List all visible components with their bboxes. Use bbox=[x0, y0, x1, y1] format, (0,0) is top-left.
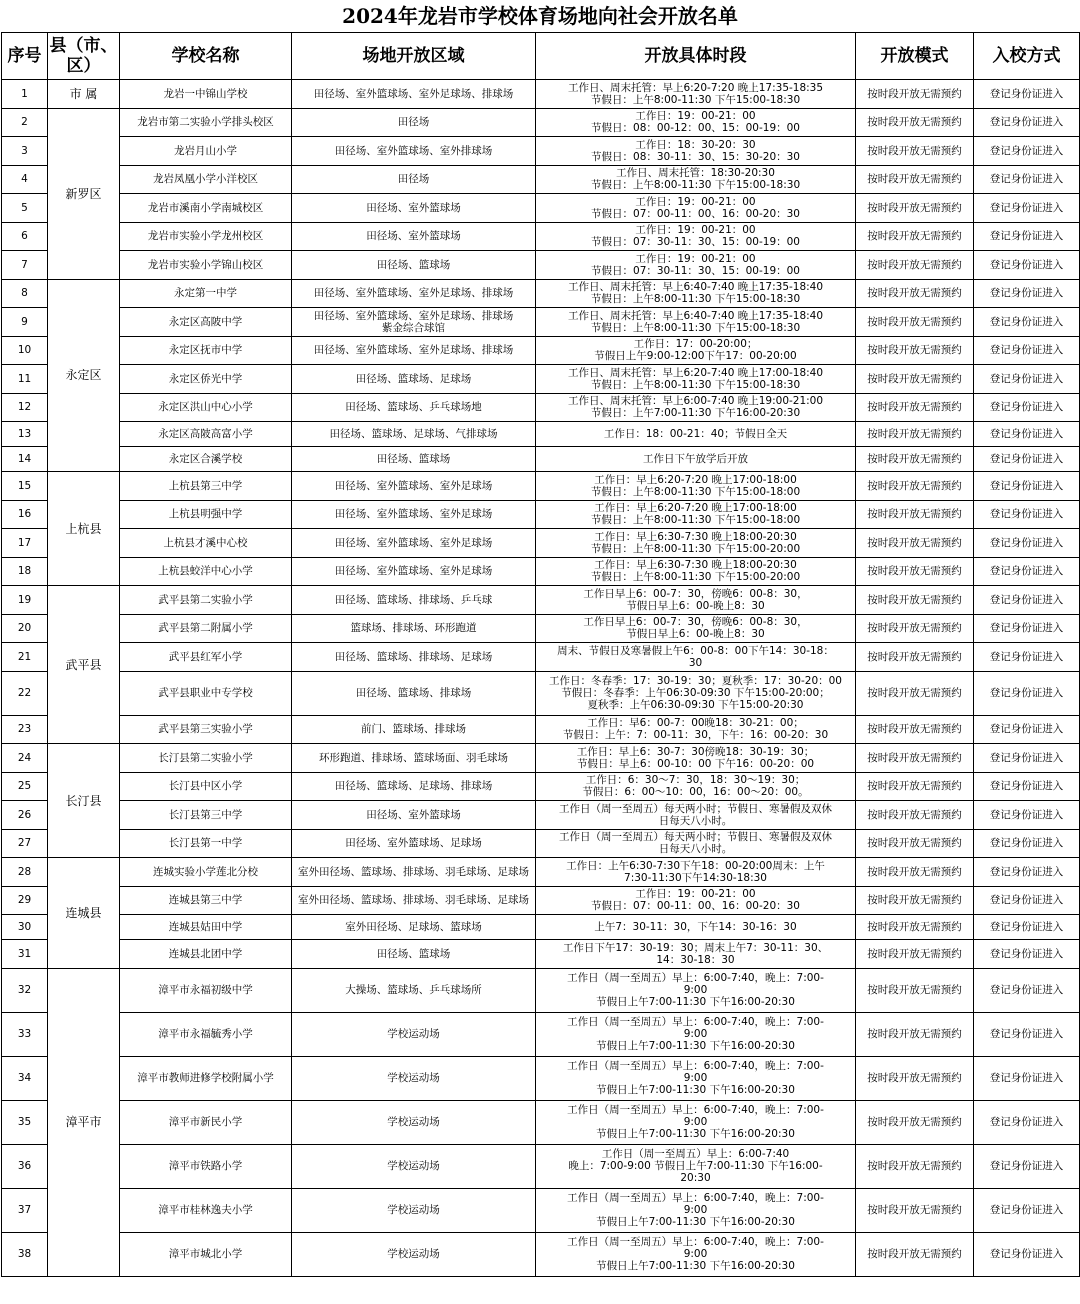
row-time: 工作日：早上6：30-7：30傍晚18：30-19：30； 节假日：早上6：00-10：00 下午16：00-20：00 bbox=[536, 744, 856, 773]
row-area: 田径场 bbox=[292, 165, 536, 194]
row-school: 连城县北团中学 bbox=[120, 940, 292, 969]
row-county: 市 属 bbox=[48, 80, 120, 109]
row-area: 田径场、室外篮球场 bbox=[292, 194, 536, 223]
row-seq: 20 bbox=[2, 614, 48, 643]
row-entry: 登记身份证进入 bbox=[974, 422, 1080, 447]
table-row bbox=[2, 108, 1080, 137]
row-area: 环形跑道、排球场、篮球场面、羽毛球场 bbox=[292, 744, 536, 773]
row-entry: 登记身份证进入 bbox=[974, 671, 1080, 715]
row-time: 工作日（周一至周五）早上：6:00-7:40，晚上：7:00- 9:00 节假日上午7:00-11:30 下午16:00-20:30 bbox=[536, 1232, 856, 1276]
row-area: 田径场、室外篮球场、室外足球场 bbox=[292, 472, 536, 501]
row-mode: 按时段开放无需预约 bbox=[856, 500, 974, 529]
row-mode: 按时段开放无需预约 bbox=[856, 422, 974, 447]
row-seq: 23 bbox=[2, 715, 48, 744]
row-entry: 登记身份证进入 bbox=[974, 557, 1080, 586]
row-entry: 登记身份证进入 bbox=[974, 744, 1080, 773]
table-row bbox=[2, 744, 1080, 773]
row-area: 室外田径场、篮球场、排球场、羽毛球场、足球场 bbox=[292, 886, 536, 915]
table-row bbox=[2, 529, 1080, 558]
row-time: 工作日：17：00-20:00； 节假日上午9:00-12:00下午17：00-20:00 bbox=[536, 336, 856, 365]
row-school: 上杭县才溪中心校 bbox=[120, 529, 292, 558]
table-row bbox=[2, 940, 1080, 969]
table-row bbox=[2, 251, 1080, 280]
table-row bbox=[2, 772, 1080, 801]
row-mode: 按时段开放无需预约 bbox=[856, 829, 974, 858]
row-time: 工作日：冬春季：17：30-19：30；夏秋季：17：30-20：00 节假日：冬春季：上午06:30-09:30 下午15:00-20:00； 夏秋季：上午06:30-09:30 下午15:00-20:30 bbox=[536, 671, 856, 715]
table-row bbox=[2, 557, 1080, 586]
row-mode: 按时段开放无需预约 bbox=[856, 586, 974, 615]
row-entry: 登记身份证进入 bbox=[974, 940, 1080, 969]
row-time: 工作日：上午6:30-7:30下午18：00-20:00周末：上午 7:30-11:30下午14:30-18:30 bbox=[536, 858, 856, 887]
row-school: 上杭县明强中学 bbox=[120, 500, 292, 529]
row-area: 田径场、篮球场、乒乓球场地 bbox=[292, 393, 536, 422]
row-school: 武平县第二实验小学 bbox=[120, 586, 292, 615]
row-area: 田径场、室外篮球场、室外排球场 bbox=[292, 137, 536, 166]
row-seq: 36 bbox=[2, 1144, 48, 1188]
row-time: 工作日：早上6:20-7:20 晚上17:00-18:00 节假日：上午8:00-11:30 下午15:00-18:00 bbox=[536, 500, 856, 529]
row-mode: 按时段开放无需预约 bbox=[856, 1188, 974, 1232]
row-school: 龙岩市溪南小学南城校区 bbox=[120, 194, 292, 223]
row-area: 田径场 bbox=[292, 108, 536, 137]
row-time: 工作日（周一至周五）每天两小时；节假日、寒暑假及双休 日每天八小时。 bbox=[536, 801, 856, 830]
row-mode: 按时段开放无需预约 bbox=[856, 915, 974, 940]
row-seq: 13 bbox=[2, 422, 48, 447]
row-area: 田径场、室外篮球场、室外足球场、排球场 bbox=[292, 80, 536, 109]
row-seq: 27 bbox=[2, 829, 48, 858]
row-mode: 按时段开放无需预约 bbox=[856, 447, 974, 472]
row-school: 龙岩市实验小学龙州校区 bbox=[120, 222, 292, 251]
row-mode: 按时段开放无需预约 bbox=[856, 557, 974, 586]
row-entry: 登记身份证进入 bbox=[974, 393, 1080, 422]
row-entry: 登记身份证进入 bbox=[974, 915, 1080, 940]
row-time: 工作日：6：30～7：30，18：30～19：30； 节假日：6：00～10：00，16：00～20：00。 bbox=[536, 772, 856, 801]
row-seq: 7 bbox=[2, 251, 48, 280]
row-entry: 登记身份证进入 bbox=[974, 1056, 1080, 1100]
row-entry: 登记身份证进入 bbox=[974, 472, 1080, 501]
row-seq: 12 bbox=[2, 393, 48, 422]
row-area: 田径场、篮球场 bbox=[292, 251, 536, 280]
row-area: 学校运动场 bbox=[292, 1100, 536, 1144]
row-school: 连城县第三中学 bbox=[120, 886, 292, 915]
row-seq: 35 bbox=[2, 1100, 48, 1144]
row-seq: 17 bbox=[2, 529, 48, 558]
row-entry: 登记身份证进入 bbox=[974, 1144, 1080, 1188]
row-school: 连城县姑田中学 bbox=[120, 915, 292, 940]
row-school: 武平县第三实验小学 bbox=[120, 715, 292, 744]
row-school: 漳平市桂林逸夫小学 bbox=[120, 1188, 292, 1232]
header-time: 开放具体时段 bbox=[536, 33, 856, 80]
row-entry: 登记身份证进入 bbox=[974, 336, 1080, 365]
row-seq: 31 bbox=[2, 940, 48, 969]
header-school: 学校名称 bbox=[120, 33, 292, 80]
row-time: 工作日早上6：00-7：30，傍晚6：00-8：30， 节假日早上6：00-晚上8：30 bbox=[536, 614, 856, 643]
row-seq: 6 bbox=[2, 222, 48, 251]
row-school: 武平县第二附属小学 bbox=[120, 614, 292, 643]
row-entry: 登记身份证进入 bbox=[974, 1232, 1080, 1276]
row-school: 永定第一中学 bbox=[120, 279, 292, 308]
row-area: 田径场、室外篮球场 bbox=[292, 222, 536, 251]
row-time: 工作日：早上6:30-7:30 晚上18:00-20:30 节假日：上午8:00-11:30 下午15:00-20:00 bbox=[536, 557, 856, 586]
row-time: 工作日（周一至周五）早上：6:00-7:40，晚上：7:00- 9:00 节假日上午7:00-11:30 下午16:00-20:30 bbox=[536, 1012, 856, 1056]
row-entry: 登记身份证进入 bbox=[974, 858, 1080, 887]
row-time: 工作日：18：30-20：30 节假日：08：30-11：30、15：30-20：30 bbox=[536, 137, 856, 166]
row-area: 学校运动场 bbox=[292, 1012, 536, 1056]
row-seq: 29 bbox=[2, 886, 48, 915]
row-area: 田径场、室外篮球场、室外足球场 bbox=[292, 557, 536, 586]
row-school: 龙岩一中锦山学校 bbox=[120, 80, 292, 109]
row-school: 武平县职业中专学校 bbox=[120, 671, 292, 715]
table-row bbox=[2, 80, 1080, 109]
row-seq: 37 bbox=[2, 1188, 48, 1232]
row-time: 工作日下午17：30-19：30；周末上午7：30-11：30、 14：30-18：30 bbox=[536, 940, 856, 969]
row-time: 工作日：19：00-21：00 节假日：08：00-12：00、15：00-19：00 bbox=[536, 108, 856, 137]
row-seq: 34 bbox=[2, 1056, 48, 1100]
row-seq: 21 bbox=[2, 643, 48, 672]
row-mode: 按时段开放无需预约 bbox=[856, 744, 974, 773]
row-area: 田径场、室外篮球场、室外足球场 bbox=[292, 529, 536, 558]
row-seq: 38 bbox=[2, 1232, 48, 1276]
row-mode: 按时段开放无需预约 bbox=[856, 472, 974, 501]
row-area: 前门、篮球场、排球场 bbox=[292, 715, 536, 744]
row-area: 田径场、篮球场、足球场、气排球场 bbox=[292, 422, 536, 447]
row-time: 工作日早上6：00-7：30，傍晚6：00-8：30， 节假日早上6：00-晚上8：30 bbox=[536, 586, 856, 615]
row-time: 工作日（周一至周五）早上：6:00-7:40 晚上：7:00-9:00 节假日上午7:00-11:30 下午16:00- 20:30 bbox=[536, 1144, 856, 1188]
row-area: 田径场、室外篮球场、室外足球场、排球场 紫金综合球馆 bbox=[292, 308, 536, 337]
row-school: 长汀县中区小学 bbox=[120, 772, 292, 801]
header-entry: 入校方式 bbox=[974, 33, 1080, 80]
row-mode: 按时段开放无需预约 bbox=[856, 801, 974, 830]
table-row bbox=[2, 422, 1080, 447]
row-area: 篮球场、排球场、环形跑道 bbox=[292, 614, 536, 643]
row-mode: 按时段开放无需预约 bbox=[856, 886, 974, 915]
row-mode: 按时段开放无需预约 bbox=[856, 968, 974, 1012]
row-county: 武平县 bbox=[48, 586, 120, 744]
row-mode: 按时段开放无需预约 bbox=[856, 308, 974, 337]
row-mode: 按时段开放无需预约 bbox=[856, 251, 974, 280]
table-row bbox=[2, 447, 1080, 472]
row-mode: 按时段开放无需预约 bbox=[856, 643, 974, 672]
header-county: 县（市、区） bbox=[48, 33, 120, 80]
row-time: 工作日：18：00-21：40；节假日全天 bbox=[536, 422, 856, 447]
row-seq: 4 bbox=[2, 165, 48, 194]
row-time: 工作日（周一至周五）早上：6:00-7:40，晚上：7:00- 9:00 节假日上午7:00-11:30 下午16:00-20:30 bbox=[536, 968, 856, 1012]
header-row bbox=[2, 33, 1080, 80]
row-seq: 28 bbox=[2, 858, 48, 887]
row-school: 漳平市教师进修学校附属小学 bbox=[120, 1056, 292, 1100]
row-area: 田径场、篮球场、足球场、排球场 bbox=[292, 772, 536, 801]
row-entry: 登记身份证进入 bbox=[974, 586, 1080, 615]
row-school: 长汀县第一中学 bbox=[120, 829, 292, 858]
row-mode: 按时段开放无需预约 bbox=[856, 529, 974, 558]
row-entry: 登记身份证进入 bbox=[974, 772, 1080, 801]
table-row bbox=[2, 801, 1080, 830]
row-time: 工作日：早6：00-7：00晚18：30-21：00； 节假日：上午：7：00-11：30，下午：16：00-20：30 bbox=[536, 715, 856, 744]
row-mode: 按时段开放无需预约 bbox=[856, 108, 974, 137]
row-county: 长汀县 bbox=[48, 744, 120, 858]
row-time: 工作日：19：00-21：00 节假日：07：30-11：30、15：00-19：00 bbox=[536, 251, 856, 280]
row-time: 工作日（周一至周五）每天两小时；节假日、寒暑假及双休 日每天八小时。 bbox=[536, 829, 856, 858]
row-school: 漳平市铁路小学 bbox=[120, 1144, 292, 1188]
row-area: 室外田径场、足球场、篮球场 bbox=[292, 915, 536, 940]
header-area: 场地开放区域 bbox=[292, 33, 536, 80]
row-mode: 按时段开放无需预约 bbox=[856, 194, 974, 223]
table-row bbox=[2, 671, 1080, 715]
row-area: 田径场、篮球场、排球场、乒乓球 bbox=[292, 586, 536, 615]
row-area: 田径场、篮球场、排球场 bbox=[292, 671, 536, 715]
row-mode: 按时段开放无需预约 bbox=[856, 940, 974, 969]
table-row bbox=[2, 336, 1080, 365]
row-school: 龙岩月山小学 bbox=[120, 137, 292, 166]
row-area: 田径场、篮球场 bbox=[292, 940, 536, 969]
row-county: 漳平市 bbox=[48, 968, 120, 1276]
school-venue-table bbox=[1, 32, 1080, 1277]
table-row bbox=[2, 614, 1080, 643]
row-time: 工作日（周一至周五）早上：6:00-7:40，晚上：7:00- 9:00 节假日上午7:00-11:30 下午16:00-20:30 bbox=[536, 1100, 856, 1144]
row-area: 田径场、室外篮球场、室外足球场、排球场 bbox=[292, 279, 536, 308]
row-school: 永定区高陂高富小学 bbox=[120, 422, 292, 447]
row-area: 田径场、室外篮球场 bbox=[292, 801, 536, 830]
row-mode: 按时段开放无需预约 bbox=[856, 1232, 974, 1276]
row-seq: 19 bbox=[2, 586, 48, 615]
table-row bbox=[2, 1012, 1080, 1056]
row-time: 工作日（周一至周五）早上：6:00-7:40，晚上：7:00- 9:00 节假日上午7:00-11:30 下午16:00-20:30 bbox=[536, 1188, 856, 1232]
table-row bbox=[2, 222, 1080, 251]
row-mode: 按时段开放无需预约 bbox=[856, 222, 974, 251]
row-school: 永定区侨光中学 bbox=[120, 365, 292, 394]
row-time: 工作日、周末托管：18:30-20:30 节假日：上午8:00-11:30 下午15:00-18:30 bbox=[536, 165, 856, 194]
row-time: 工作日、周末托管：早上6:20-7:40 晚上17:00-18:40 节假日：上午8:00-11:30 下午15:00-18:30 bbox=[536, 365, 856, 394]
row-school: 龙岩市第二实验小学排头校区 bbox=[120, 108, 292, 137]
table-row bbox=[2, 858, 1080, 887]
table-row bbox=[2, 308, 1080, 337]
row-mode: 按时段开放无需预约 bbox=[856, 279, 974, 308]
row-entry: 登记身份证进入 bbox=[974, 137, 1080, 166]
row-seq: 5 bbox=[2, 194, 48, 223]
row-entry: 登记身份证进入 bbox=[974, 80, 1080, 109]
table-row bbox=[2, 1144, 1080, 1188]
row-entry: 登记身份证进入 bbox=[974, 1012, 1080, 1056]
row-school: 漳平市永福毓秀小学 bbox=[120, 1012, 292, 1056]
table-row bbox=[2, 137, 1080, 166]
header-seq: 序号 bbox=[2, 33, 48, 80]
row-entry: 登记身份证进入 bbox=[974, 222, 1080, 251]
row-seq: 1 bbox=[2, 80, 48, 109]
table-row bbox=[2, 643, 1080, 672]
row-entry: 登记身份证进入 bbox=[974, 165, 1080, 194]
row-county: 连城县 bbox=[48, 858, 120, 969]
row-seq: 3 bbox=[2, 137, 48, 166]
row-seq: 30 bbox=[2, 915, 48, 940]
row-area: 田径场、篮球场、足球场 bbox=[292, 365, 536, 394]
table-row bbox=[2, 715, 1080, 744]
table-row bbox=[2, 829, 1080, 858]
row-time: 周末、节假日及寒暑假上午6：00-8：00下午14：30-18： 30 bbox=[536, 643, 856, 672]
row-seq: 24 bbox=[2, 744, 48, 773]
row-seq: 22 bbox=[2, 671, 48, 715]
row-entry: 登记身份证进入 bbox=[974, 251, 1080, 280]
table-row bbox=[2, 500, 1080, 529]
row-time: 工作日、周末托管：早上6:40-7:40 晚上17:35-18:40 节假日：上午8:00-11:30 下午15:00-18:30 bbox=[536, 279, 856, 308]
row-mode: 按时段开放无需预约 bbox=[856, 365, 974, 394]
table-row bbox=[2, 915, 1080, 940]
row-time: 工作日：19：00-21：00 节假日：07：30-11：30、15：00-19：00 bbox=[536, 222, 856, 251]
row-seq: 32 bbox=[2, 968, 48, 1012]
row-mode: 按时段开放无需预约 bbox=[856, 858, 974, 887]
row-mode: 按时段开放无需预约 bbox=[856, 1144, 974, 1188]
row-area: 学校运动场 bbox=[292, 1056, 536, 1100]
table-body bbox=[2, 80, 1080, 1277]
row-mode: 按时段开放无需预约 bbox=[856, 1056, 974, 1100]
row-seq: 10 bbox=[2, 336, 48, 365]
row-school: 漳平市城北小学 bbox=[120, 1232, 292, 1276]
page-title: 2024年龙岩市学校体育场地向社会开放名单 bbox=[342, 4, 738, 28]
row-seq: 11 bbox=[2, 365, 48, 394]
row-time: 工作日：早上6:20-7:20 晚上17:00-18:00 节假日：上午8:00-11:30 下午15:00-18:00 bbox=[536, 472, 856, 501]
row-time: 工作日、周末托管：早上6:20-7:20 晚上17:35-18:35 节假日：上午8:00-11:30 下午15:00-18:30 bbox=[536, 80, 856, 109]
row-mode: 按时段开放无需预约 bbox=[856, 614, 974, 643]
row-seq: 15 bbox=[2, 472, 48, 501]
row-school: 龙岩凤凰小学小洋校区 bbox=[120, 165, 292, 194]
row-seq: 33 bbox=[2, 1012, 48, 1056]
row-school: 武平县红军小学 bbox=[120, 643, 292, 672]
row-time: 工作日（周一至周五）早上：6:00-7:40，晚上：7:00- 9:00 节假日上午7:00-11:30 下午16:00-20:30 bbox=[536, 1056, 856, 1100]
table-row bbox=[2, 165, 1080, 194]
table-row bbox=[2, 365, 1080, 394]
row-area: 田径场、室外篮球场、室外足球场、排球场 bbox=[292, 336, 536, 365]
row-time: 工作日、周末托管：早上6:00-7:40 晚上19:00-21:00 节假日：上午7:00-11:30 下午16:00-20:30 bbox=[536, 393, 856, 422]
row-mode: 按时段开放无需预约 bbox=[856, 1012, 974, 1056]
row-entry: 登记身份证进入 bbox=[974, 715, 1080, 744]
row-entry: 登记身份证进入 bbox=[974, 886, 1080, 915]
row-mode: 按时段开放无需预约 bbox=[856, 165, 974, 194]
row-entry: 登记身份证进入 bbox=[974, 643, 1080, 672]
row-time: 工作日下午放学后开放 bbox=[536, 447, 856, 472]
row-school: 漳平市新民小学 bbox=[120, 1100, 292, 1144]
row-seq: 18 bbox=[2, 557, 48, 586]
row-school: 永定区抚市中学 bbox=[120, 336, 292, 365]
row-school: 龙岩市实验小学锦山校区 bbox=[120, 251, 292, 280]
row-entry: 登记身份证进入 bbox=[974, 1188, 1080, 1232]
row-area: 田径场、室外篮球场、足球场 bbox=[292, 829, 536, 858]
row-county: 新罗区 bbox=[48, 108, 120, 279]
row-entry: 登记身份证进入 bbox=[974, 194, 1080, 223]
row-seq: 2 bbox=[2, 108, 48, 137]
table-row bbox=[2, 1100, 1080, 1144]
row-school: 永定区合溪学校 bbox=[120, 447, 292, 472]
row-entry: 登记身份证进入 bbox=[974, 365, 1080, 394]
row-school: 连城实验小学莲北分校 bbox=[120, 858, 292, 887]
row-time: 上午7：30-11：30，下午14：30-16：30 bbox=[536, 915, 856, 940]
row-mode: 按时段开放无需预约 bbox=[856, 137, 974, 166]
table-row bbox=[2, 586, 1080, 615]
row-school: 永定区高陂中学 bbox=[120, 308, 292, 337]
header-mode: 开放模式 bbox=[856, 33, 974, 80]
row-area: 室外田径场、篮球场、排球场、羽毛球场、足球场 bbox=[292, 858, 536, 887]
row-school: 上杭县第三中学 bbox=[120, 472, 292, 501]
row-entry: 登记身份证进入 bbox=[974, 529, 1080, 558]
row-area: 田径场、篮球场、排球场、足球场 bbox=[292, 643, 536, 672]
row-seq: 14 bbox=[2, 447, 48, 472]
row-entry: 登记身份证进入 bbox=[974, 108, 1080, 137]
row-entry: 登记身份证进入 bbox=[974, 801, 1080, 830]
row-seq: 16 bbox=[2, 500, 48, 529]
row-entry: 登记身份证进入 bbox=[974, 1100, 1080, 1144]
row-area: 大操场、篮球场、乒乓球场所 bbox=[292, 968, 536, 1012]
row-entry: 登记身份证进入 bbox=[974, 308, 1080, 337]
table-row bbox=[2, 886, 1080, 915]
row-mode: 按时段开放无需预约 bbox=[856, 1100, 974, 1144]
row-area: 学校运动场 bbox=[292, 1188, 536, 1232]
row-time: 工作日：早上6:30-7:30 晚上18:00-20:30 节假日：上午8:00-11:30 下午15:00-20:00 bbox=[536, 529, 856, 558]
table-row bbox=[2, 968, 1080, 1012]
row-seq: 25 bbox=[2, 772, 48, 801]
row-mode: 按时段开放无需预约 bbox=[856, 715, 974, 744]
row-school: 长汀县第三中学 bbox=[120, 801, 292, 830]
row-time: 工作日、周末托管：早上6:40-7:40 晚上17:35-18:40 节假日：上午8:00-11:30 下午15:00-18:30 bbox=[536, 308, 856, 337]
row-area: 田径场、室外篮球场、室外足球场 bbox=[292, 500, 536, 529]
row-entry: 登记身份证进入 bbox=[974, 968, 1080, 1012]
row-mode: 按时段开放无需预约 bbox=[856, 336, 974, 365]
row-time: 工作日：19：00-21：00 节假日：07：00-11：00、16：00-20：30 bbox=[536, 886, 856, 915]
table-row bbox=[2, 1188, 1080, 1232]
row-school: 漳平市永福初级中学 bbox=[120, 968, 292, 1012]
row-area: 学校运动场 bbox=[292, 1144, 536, 1188]
row-seq: 9 bbox=[2, 308, 48, 337]
row-seq: 26 bbox=[2, 801, 48, 830]
row-school: 长汀县第二实验小学 bbox=[120, 744, 292, 773]
row-entry: 登记身份证进入 bbox=[974, 500, 1080, 529]
row-mode: 按时段开放无需预约 bbox=[856, 393, 974, 422]
table-row bbox=[2, 1056, 1080, 1100]
row-entry: 登记身份证进入 bbox=[974, 829, 1080, 858]
table-row bbox=[2, 194, 1080, 223]
row-entry: 登记身份证进入 bbox=[974, 614, 1080, 643]
row-county: 上杭县 bbox=[48, 472, 120, 586]
row-area: 学校运动场 bbox=[292, 1232, 536, 1276]
table-row bbox=[2, 1232, 1080, 1276]
row-area: 田径场、篮球场 bbox=[292, 447, 536, 472]
row-school: 上杭县蛟洋中心小学 bbox=[120, 557, 292, 586]
table-row bbox=[2, 393, 1080, 422]
row-mode: 按时段开放无需预约 bbox=[856, 80, 974, 109]
row-time: 工作日：19：00-21：00 节假日：07：00-11：00、16：00-20：30 bbox=[536, 194, 856, 223]
row-county: 永定区 bbox=[48, 279, 120, 472]
row-school: 永定区洪山中心小学 bbox=[120, 393, 292, 422]
row-mode: 按时段开放无需预约 bbox=[856, 671, 974, 715]
row-entry: 登记身份证进入 bbox=[974, 279, 1080, 308]
table-row bbox=[2, 472, 1080, 501]
row-seq: 8 bbox=[2, 279, 48, 308]
row-entry: 登记身份证进入 bbox=[974, 447, 1080, 472]
row-mode: 按时段开放无需预约 bbox=[856, 772, 974, 801]
table-row bbox=[2, 279, 1080, 308]
